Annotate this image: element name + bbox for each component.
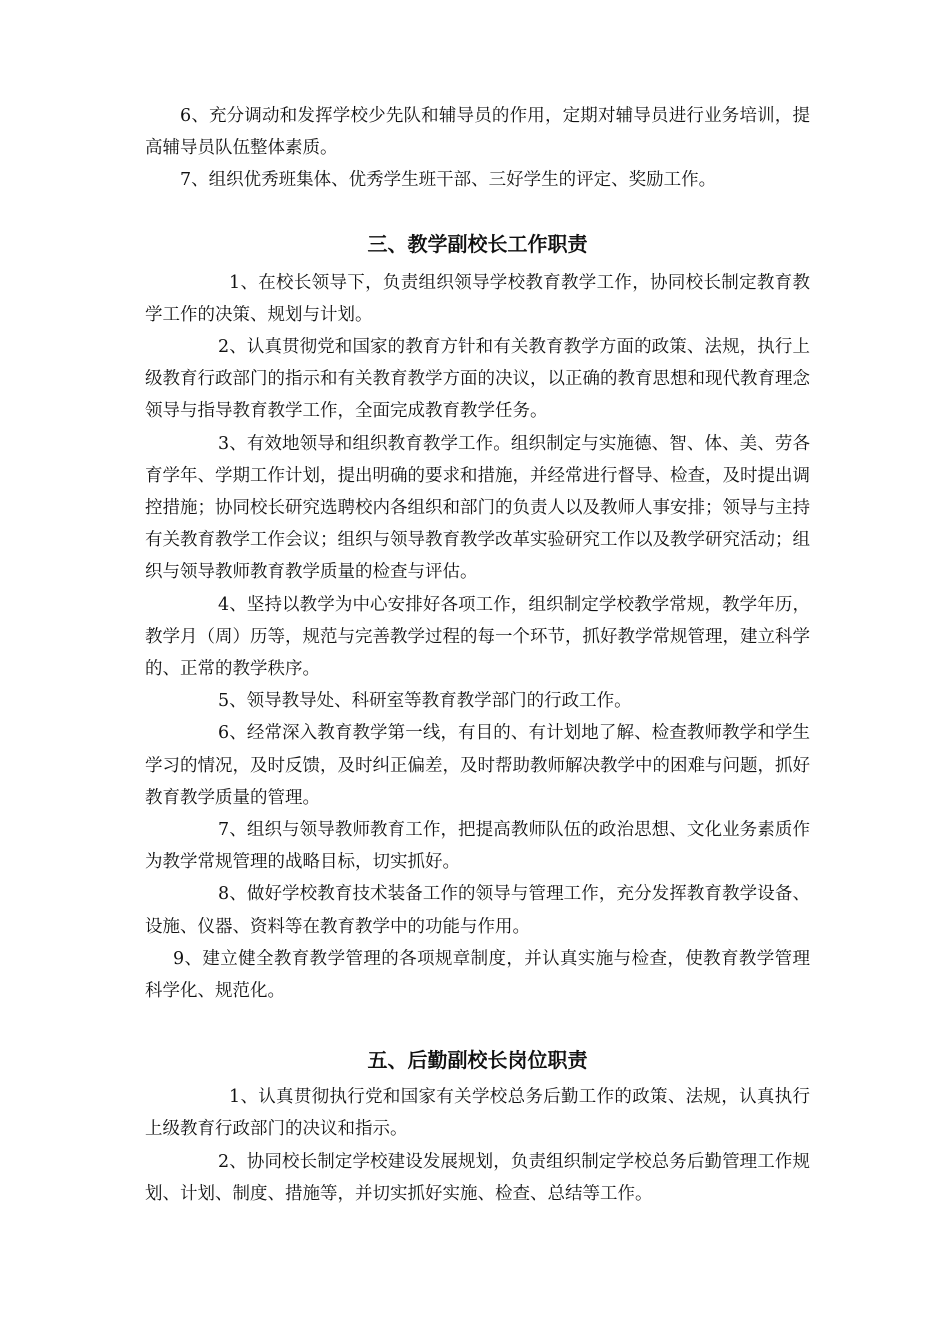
paragraph-teaching-4: 4、坚持以教学为中心安排好各项工作，组织制定学校教学常规，教学年历，教学月（周）历等，规范与完善教学过程的每一个环节，抓好教学常规管理，建立科学的、正常的教学秩序。 — [145, 594, 810, 680]
paragraph-teaching-7: 7、组织与领导教师教育工作，把提高教师队伍的政治思想、文化业务素质作为教学常规管理的战略目标，切实抓好。 — [145, 820, 810, 873]
section-title-teaching-vice-principal: 三、教学副校长工作职责 — [367, 231, 588, 256]
document-page — [145, 100, 810, 1210]
paragraph-teaching-5: 5、领导教导处、科研室等教育教学部门的行政工作。 — [218, 691, 632, 712]
paragraph-intro-6: 6、充分调动和发挥学校少先队和辅导员的作用，定期对辅导员进行业务培训，提高辅导员队伍整体素质。 — [145, 106, 810, 159]
paragraph-teaching-3: 3、有效地领导和组织教育教学工作。组织制定与实施德、智、体、美、劳各育学年、学期工作计划，提出明确的要求和措施，并经常进行督导、检查，及时提出调控措施；协同校长研究选聘校内各组织和部门的负责人以及教师人事安排；领导与主持有关教育教学工作会议；组织与领导教育教学改革实验研究工作以及教学研究活动；组织与领导教师教育教学质量的检查与评估。 — [145, 433, 810, 583]
paragraph-intro-7: 7、组织优秀班集体、优秀学生班干部、三好学生的评定、奖励工作。 — [180, 170, 717, 191]
paragraph-teaching-9: 9、建立健全教育教学管理的各项规章制度，并认真实施与检查，使教育教学管理科学化、规范化。 — [145, 948, 810, 1002]
paragraph-teaching-6: 6、经常深入教育教学第一线，有目的、有计划地了解、检查教师教学和学生学习的情况，及时反馈，及时纠正偏差，及时帮助教师解决教学中的困难与问题，抓好教育教学质量的管理。 — [145, 723, 810, 808]
paragraph-teaching-2: 2、认真贯彻党和国家的教育方针和有关教育教学方面的政策、法规，执行上级教育行政部门的指示和有关教育教学方面的决议，以正确的教育思想和现代教育理念领导与指导教育教学工作，全面完成教育教学任务。 — [145, 337, 810, 422]
paragraph-teaching-8: 8、做好学校教育技术装备工作的领导与管理工作，充分发挥教育教学设备、设施、仪器、资料等在教育教学中的功能与作用。 — [145, 884, 810, 937]
paragraph-logistics-2: 2、协同校长制定学校建设发展规划，负责组织制定学校总务后勤管理工作规划、计划、制度、措施等，并切实抓好实施、检查、总结等工作。 — [145, 1151, 810, 1204]
section-title-logistics-vice-principal: 五、后勤副校长岗位职责 — [367, 1048, 588, 1073]
paragraph-logistics-1: 1、认真贯彻执行党和国家有关学校总务后勤工作的政策、法规，认真执行上级教育行政部门的决议和指示。 — [145, 1087, 810, 1140]
paragraph-teaching-1: 1、在校长领导下，负责组织领导学校教育教学工作，协同校长制定教育教学工作的决策、规划与计划。 — [145, 272, 810, 325]
